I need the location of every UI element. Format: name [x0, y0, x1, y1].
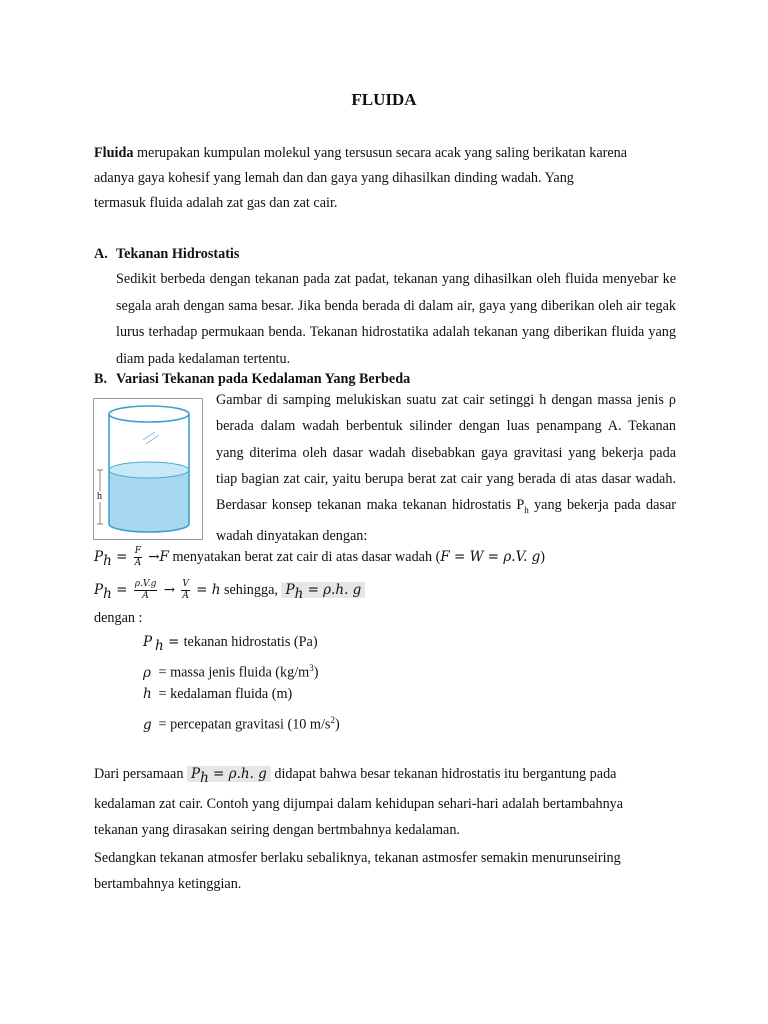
formula-1-text: menyatakan berat zat cair di atas dasar wadah (	[168, 549, 441, 565]
cylinder-figure	[93, 398, 203, 540]
paragraph-3-line-1-end: didapat bahwa besar tekanan hidrostatis itu bergantung pada	[270, 766, 617, 782]
intro-term: Fluida	[94, 145, 134, 161]
formula-1-lhs-sub: h	[103, 552, 112, 569]
formula-2-den2: A	[182, 591, 189, 602]
formula-2-boxed-p: P	[285, 582, 295, 598]
paragraph-3-formula-sub: h	[200, 769, 209, 786]
intro-paragraph	[94, 141, 680, 216]
paragraph-3-formula-p: P	[190, 766, 201, 782]
legend-sup-g: 2	[330, 715, 335, 725]
formula-2-num: ρ.V.g	[134, 579, 157, 590]
formula-2-boxed-rest: = ρ.h. g	[303, 582, 362, 598]
formula-2-fraction-1	[134, 579, 158, 602]
legend-row-ph	[143, 631, 318, 653]
water-surface	[109, 462, 189, 478]
intro-line-2: adanya gaya kohesif yang lemah dan dan gaya yang dihasilkan dinding wadah. Yang	[94, 170, 574, 186]
water-body	[109, 470, 189, 532]
formula-2-boxed-sub: h	[294, 585, 304, 602]
legend-row-rho	[143, 657, 318, 679]
formula-1	[94, 543, 545, 571]
legend-symbol-ph: P	[143, 634, 153, 650]
formula-2-num2: V	[182, 579, 189, 590]
dengan-label: dengan :	[94, 610, 143, 626]
legend-sup-rho: 3	[309, 663, 314, 673]
legend-symbol-g: g	[143, 716, 152, 733]
paragraph-3-start: Dari persamaan	[94, 766, 187, 782]
legend-eq-ph: =	[163, 634, 184, 650]
paragraph-3-line-1	[94, 761, 680, 791]
formula-2-arrow: →	[159, 582, 180, 598]
paragraph-3-formula	[187, 766, 271, 786]
section-b-body-sub: h	[524, 505, 529, 516]
paragraph-3-line-2: kedalaman zat cair. Contoh yang dijumpai dalam kehidupan sehari-hari adalah bertambahnya	[94, 795, 624, 812]
formula-1-den: A	[134, 558, 142, 569]
paragraph-3-line-3: tekanan yang dirasakan seiring dengan bertmbahnya kedalaman.	[94, 821, 460, 838]
formula-2-eq2: = h	[191, 582, 221, 598]
legend-desc-g-end: )	[334, 716, 340, 733]
section-b-body-text: Gambar di samping melukiskan suatu zat cair setinggi h dengan massa jenis ρ berada dalam wadah berbentuk silinder dengan luas penampang A. Tekanan yang diterima oleh dasar wadah disebabkan gaya gravitasi yang bekerja pada tiap bagian zat cair, yaitu berupa berat zat cair yang berada di atas dasar wadah. Berdasar konsep tekanan maka tekanan hidrostatis P	[216, 392, 676, 514]
section-b-body	[216, 387, 676, 550]
height-label: h	[97, 491, 102, 502]
legend-desc-rho: = massa jenis fluida (kg/m	[155, 664, 310, 681]
formula-2	[94, 576, 365, 604]
paragraph-4-line-1: Sedangkan tekanan atmosfer berlaku sebaliknya, tekanan astmosfer semakin menurunseiring	[94, 850, 621, 866]
cylinder-illustration	[93, 398, 203, 540]
formula-1-eq: =	[111, 549, 132, 565]
legend-symbol-h: h	[143, 686, 152, 702]
intro-line-1	[94, 141, 680, 166]
paragraph-4-line-2: bertambahnya ketinggian.	[94, 876, 242, 892]
intro-line-1-text: merupakan kumpulan molekul yang tersusun secara acak yang saling berikatan karena	[133, 145, 628, 161]
legend-desc-g: = percepatan gravitasi (10 m/s	[155, 716, 331, 733]
section-a-title: Tekanan Hidrostatis	[116, 246, 240, 262]
section-a-heading	[94, 244, 239, 264]
legend-desc-h: = kedalaman fluida (m)	[155, 686, 293, 702]
legend-row-g	[143, 709, 340, 731]
section-b-letter: B.	[94, 371, 108, 387]
formula-1-arrow: →F	[143, 549, 169, 565]
legend-symbol-rho: ρ	[143, 664, 151, 681]
formula-1-expr: F = W = ρ.V. g	[440, 549, 541, 565]
paragraph-3	[94, 761, 680, 843]
formula-2-boxed	[281, 582, 365, 602]
legend-desc-rho-end: )	[313, 664, 319, 681]
formula-1-fraction	[134, 546, 142, 569]
legend-desc-ph: tekanan hidrostatis (Pa)	[183, 634, 318, 650]
formula-2-fraction-2	[181, 579, 190, 602]
formula-1-close: )	[540, 549, 545, 565]
formula-2-den: A	[142, 591, 149, 602]
formula-1-lhs: P	[94, 549, 104, 565]
formula-1-num: F	[134, 546, 141, 557]
section-b-heading	[94, 369, 410, 389]
intro-line-3: termasuk fluida adalah zat gas dan zat cair.	[94, 195, 338, 211]
paragraph-3-formula-rest: = ρ.h. g	[208, 766, 267, 782]
paragraph-4	[94, 845, 680, 897]
formula-2-eq: =	[111, 582, 132, 598]
section-a-letter: A.	[94, 246, 108, 262]
page-title: FLUIDA	[351, 90, 417, 109]
section-b-body-end: yang bekerja pada dasar wadah dinyatakan dengan:	[216, 497, 676, 545]
formula-2-lhs: P	[94, 582, 104, 598]
section-b-title: Variasi Tekanan pada Kedalaman Yang Berbeda	[116, 371, 411, 387]
legend-row-h	[143, 683, 292, 705]
formula-2-text: sehingga,	[220, 582, 282, 598]
legend-symbol-ph-sub: h	[155, 637, 164, 654]
section-a-body: Sedikit berbeda dengan tekanan pada zat padat, tekanan yang dihasilkan oleh fluida menyebar ke segala arah dengan sama besar. Jika benda berada di dalam air, gaya yang diberikan oleh air tegak lurus terhadap permukaan benda. Tekanan hidrostatika adalah tekanan yang diberikan fluida yang diam pada kedalaman tertentu.	[116, 271, 676, 367]
formula-2-lhs-sub: h	[103, 585, 112, 602]
